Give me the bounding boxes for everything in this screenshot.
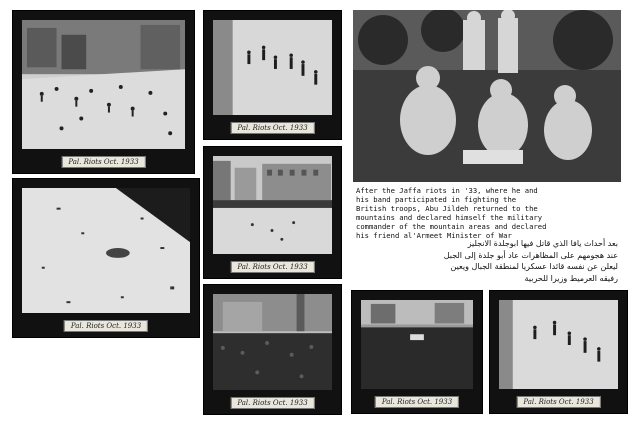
photo-road-figures xyxy=(489,290,628,414)
photo-image xyxy=(361,300,473,389)
photo-caption: Pal. Riots Oct. 1933 xyxy=(375,396,459,408)
photo-caption: Pal. Riots Oct. 1933 xyxy=(61,156,145,168)
photo-caption: Pal. Riots Oct. 1933 xyxy=(64,320,148,332)
photo-image xyxy=(22,188,190,313)
description-english: After the Jaffa riots in '33, where he and his band participated in fighting the British troops, Abu Jildeh returned to the mountains and declared himself the military commander of the mountain areas and declared his friend al'Armeet Minister of War xyxy=(356,186,547,240)
photo-image xyxy=(22,20,185,149)
photo-image xyxy=(213,20,332,115)
photo-street-buildings xyxy=(203,146,342,279)
photo-caption: Pal. Riots Oct. 1933 xyxy=(230,261,314,273)
photo-caption: Pal. Riots Oct. 1933 xyxy=(230,397,314,409)
photo-image xyxy=(499,300,618,389)
photo-image xyxy=(353,10,621,182)
photo-image xyxy=(213,156,332,254)
description-arabic: بعد أحداث يافا الذي قاتل فيها ابوجلدة الانجليز عند هجومهم على المظاهرات عاد أبو جلدة إلى الجبل ليعلن عن نفسه قائدا عسكريا لمنطقة الجبال ويعين رفيقه العرميط وزيرا للحربية xyxy=(443,239,618,283)
photo-caption: Pal. Riots Oct. 1933 xyxy=(516,396,600,408)
photo-image xyxy=(213,294,332,390)
photo-caption: Pal. Riots Oct. 1933 xyxy=(230,122,314,134)
photo-debris-street xyxy=(12,178,200,338)
photo-street-crowd xyxy=(12,10,195,174)
photo-crowd-square xyxy=(203,284,342,415)
photo-large-crowd xyxy=(351,290,483,414)
photo-men-outdoors xyxy=(353,10,621,182)
photo-street-figures xyxy=(203,10,342,140)
